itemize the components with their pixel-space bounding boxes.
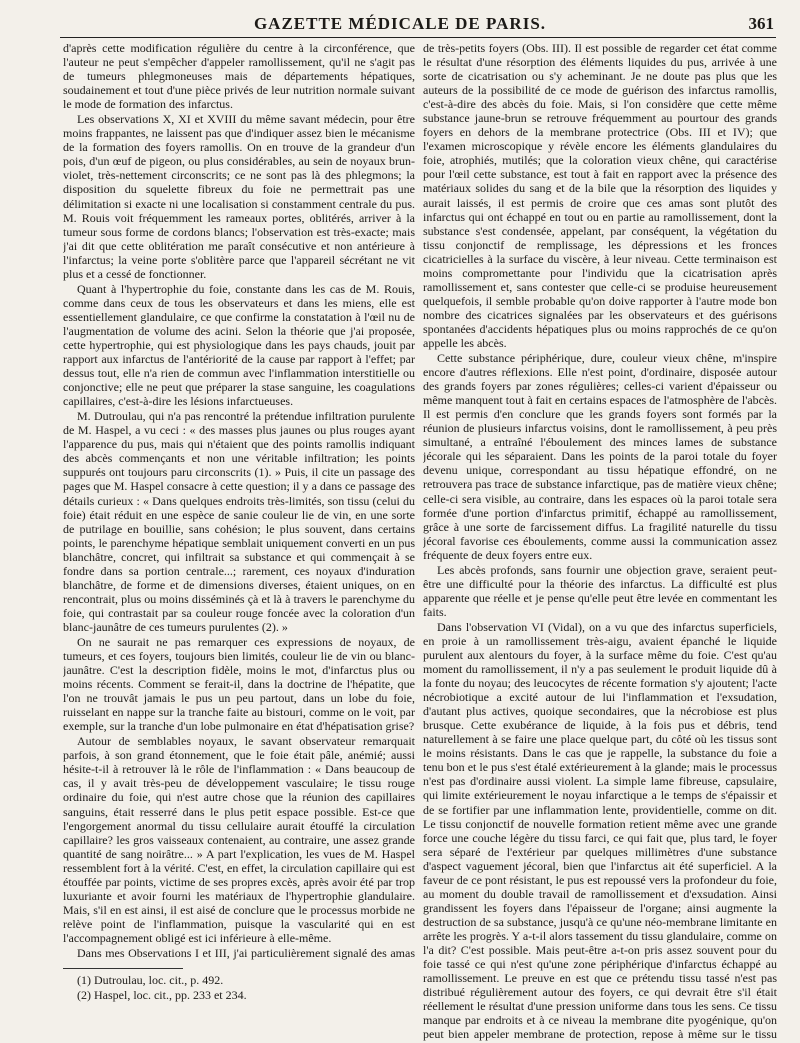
paragraph: Dans l'observation VI (Vidal), on a vu que des infarctus superficiels, en proie à un ramollissement très-aigu, avaient épanché le liquide purulent aux alentours du foyer, à la surface même du foie. C'est qu'au moment du ramollissement, il n'y a pas seulement le produit liquide dû à la fonte du noyau; des leucocytes de récente formation s'y ajoutent; l'acte nécrobiotique a excité autour de lui l'inflammation et l'exsudation, d'autant plus actives, quoique secondaires, que la nécrobiose est plus brusque. Cette exubérance de liquide, à la fois pus et débris, tend naturellement à se faire une place quelque part, du côté où les tissus sont le moins résistants. Dans le cas que je rappelle, la substance du foie a tenu bon et le pus s'est étalé extérieurement à la glande; mais le processus n'est pas d'ordinaire aussi violent. La simple lame fibreuse, capsulaire, qui limite extérieurement le noyau infarctique a le temps de s'épaissir et de se fortifier par une inflammation lente, providentielle, comme on dit. Le tissu conjonctif de nouvelle formation retient même avec une grande force une couche légère du tissu farci, ce qui fait que, plus tard, le foyer sera séparé de l'extérieur par quelques millimètres d'une substance d'aspect vaguement jécoral, bien que l'infarctus ait été superficiel. A la faveur de ce pont résistant, le pus est repoussé vers la profondeur du foie, au moment du double travail de ramollissement et d'exsudation. Ainsi grandissent les foyers dans l'épaisseur de l'organe; ainsi augmente la destruction de sa substance, jusqu'à ce qu'une néo-membrane limitante en arrête les progrès. Y a-t-il alors tassement du tissu glandulaire, comme on l'a dit? C'est possible. Mais peut-être a-t-on pris assez souvent pour du foie tassé ce qui n'est qu'une zone périphérique d'infarctus échappé au ramollissement. Le preuve en est que ce prétendu tissu tassé n'est pas distribué régulièrement autour des foyers, ce qui devrait être s'il était réellement le résultat d'une pression uniforme dans tous les sens. Ce tissu manque par endroits et à ce niveau la membrane dite pyogénique, qu'on peut bien appeler membrane de protection, repose à même sur le tissu xyxy=(423,619,777,1042)
paragraph: Cette substance périphérique, dure, couleur vieux chêne, m'inspire encore d'autres réflexions. Elle n'est point, d'ordinaire, disposée autour des grands foyers par zones régulières; celles-ci varient d'épaisseur ou même manquent tout à fait en certains espaces de l'atmosphère de l'abcès. Il est permis d'en conclure que les grands foyers sont formés par la réunion de plusieurs infarctus voisins, dont le ramollissement, à peu près simultané, a entraîné l'éboulement des minces lames de substance jécorale qui les séparaient. Dans les points de la paroi totale du foyer devenu unique, correspondant au tissu hépatique effondré, on ne retrouvera pas trace de substance infarctique, pas de matière vieux chêne; celle-ci sera visible, au contraire, dans les espaces où la paroi totale sera formée d'une portion d'infarctus primitif, échappé au ramollissement, grâce à une sorte de farcissement diffus. La fragilité naturelle du tissu jécoral favorise ces éboulements, comme aussi la communication assez fréquente de deux foyers entre eux. xyxy=(423,351,777,562)
header-rule xyxy=(60,37,776,38)
right-column xyxy=(423,41,777,1043)
page-number: 361 xyxy=(748,14,774,33)
paragraph: Quant à l'hypertrophie du foie, constante dans les cas de M. Rouis, comme dans ceux de tous les observateurs et dans les miens, elle est essentiellement glandulaire, ce que confirme la constatation à l'œil nu de l'augmentation de volume des acini. Selon la théorie que j'ai proposée, cette hypertrophie, qui est physiologique dans les pays chauds, jouit par rapport aux infarctus de l'antériorité de la cause par rapport à l'effet; par dessus tout, elle n'a rien de commun avec l'inflammation interstitielle ou conjonctive; elle ne peut que préparer la stase sanguine, les coagulations capillaires, c'est-à-dire les lésions infarctueuses. xyxy=(63,281,415,409)
paragraph: On ne saurait ne pas remarquer ces expressions de noyaux, de tumeurs, et ces foyers, toujours bien limités, couleur lie de vin ou blanc-jaunâtre. C'est la description fidèle, moins le mot, d'infarctus plus ou moins récents. Comment se ferait-il, dans la doctrine de l'hépatite, que l'on ne trouvât jamais le pus un peu partout, dans un lobe du foie, ruisselant en nappe sur la tranche faite au bistouri, comme on le voit, par exemple, sur la tranche d'un lobe pulmonaire en état d'hépatisation grise? xyxy=(63,634,415,734)
footnote: (2) Haspel, loc. cit., pp. 233 et 234. xyxy=(77,988,247,1002)
paragraph: Les observations X, XI et XVIII du même savant médecin, pour être moins frappantes, ne laissent pas que d'indiquer assez bien le mécanisme de la formation des foyers ramollis. On en trouve de la grandeur d'un pois, d'un œuf de pigeon, ou plus considérables, au sein de noyaux brun-violet, très-nettement circonscrits; ce ne sont pas là des phlegmons; la disposition du squelette fibreux du foie ne permettrait pas une délimitation si exacte ni une localisation si constamment centrale du pus. M. Rouis voit fréquemment les rameaux portes, oblitérés, arriver à la tumeur sous forme de cordons blancs; l'observation est très-exacte; mais j'ai dit que cette oblitération me paraît consécutive et non antérieure à l'infarctus; la veine porte s'oblitère parce que l'appareil sécrétant ne vit plus et a cessé de fonctionner. xyxy=(63,112,415,281)
footnotes xyxy=(63,968,415,1003)
paragraph: M. Dutroulau, qui n'a pas rencontré la prétendue infiltration purulente de M. Haspel, a vu ceci : « des masses plus jaunes ou plus rouges ayant l'apparence du pus, mais qui n'étaient que des points ramollis indiquant des abcès commençants et non une véritable infiltration; les points suppurés ont toujours paru circonscrits (1). » Puis, il cite un passage des pages que M. Haspel consacre à cette question; il y a dans ce passage des détails curieux : « Dans quelques endroits très-limités, son tissu (celui du foie) était réduit en une espèce de sanie couleur lie de vin, en une sorte de putrilage en bouillie, sans cohésion; le plus souvent, dans certains points, le parenchyme hépatique semblait uniquement converti en un pus blanchâtre, concret, qui infiltrait sa substance et qui commençait à se fondre dans sa portion centrale...; rarement, ces noyaux d'induration blanchâtre, de forme et de dimensions diverses, étaient uniques, on en rencontrait, plus ou moins disséminés çà et là à travers le parenchyme du foie, qui contrastait par sa couleur rouge foncée avec la coloration d'un blanc-jaunâtre de ces tumeurs purulentes (2). » xyxy=(63,409,415,634)
paragraph: de très-petits foyers (Obs. III). Il est possible de regarder cet état comme le résultat d'une résorption des éléments liquides du pus, arrivée à une sorte de cicatrisation ou s'y acheminant. Je ne doute pas plus que les auteurs de la possibilité de ce mode de guérison des infarctus ramollis, c'est-à-dire des abcès du foie. Mais, si l'on considère que cette même substance jaune-brun se retrouve fréquemment au pourtour des grands foyers en dehors de la membrane protectrice (Obs. III et IV); que l'examen microscopique y révèle encore les éléments glandulaires du foie, atrophiés, mutilés; que la coloration vieux chêne, qui caractérise pour l'œil cette substance, est tout à fait en rapport avec la présence des matériaux solides du sang et de la bile que la résorption des liquides y aurait laissés, il est permis de croire que ces amas sont plutôt des infarctus qui ont échappé en tout ou en partie au ramollissement, dont la substance s'est condensée, appelant, par conséquent, la végétation du tissu conjonctif de remplissage, les dépressions et les fronces cicatricielles à la surface du viscère, à leur niveau. Cette terminaison est moins compromettante pour l'individu que la cicatrisation après ramollissement et, sans contester que celle-ci se produise heureusement quelquefois, il semble probable qu'on doive rapporter à l'autre mode bon nombre des cicatrices signalées par les observateurs et des guérisons spontanées d'accidents hépatiques plus ou moins rapprochés de ce qu'on appelle les abcès. xyxy=(423,41,777,350)
left-column xyxy=(63,41,415,961)
running-header xyxy=(0,14,800,38)
footnote: (1) Dutroulau, loc. cit., p. 492. xyxy=(77,973,224,987)
paragraph: d'après cette modification régulière du centre à la circonférence, que l'auteur ne peut s'empêcher d'appeler ramollissement, qu'il ne s'agit pas de tumeurs phlegmoneuses mais de départements hépatiques, soudainement et tout d'une pièce privés de leur nutrition normale suivant le mode de formation des infarctus. xyxy=(63,41,415,112)
paragraph: Dans mes Observations I et III, j'ai particulièrement signalé des amas xyxy=(77,946,415,960)
paragraph: Les abcès profonds, sans fournir une objection grave, seraient peut-être une difficulté pour la théorie des infarctus. La difficulté est plus apparente que réelle et je pense qu'elle peut être levée en commentant les faits. xyxy=(423,562,777,619)
paragraph: Autour de semblables noyaux, le savant observateur remarquait parfois, à son grand étonnement, que le foie était pâle, anémié; aussi hésite-t-il à retrouver là le rôle de l'inflammation : « Dans beaucoup de cas, il y avait très-peu de développement vasculaire; le tissu rouge ordinaire du foie, qui n'est autre chose que la réunion des capillaires sanguins, était resserré dans le plus petit espace possible. Est-ce que l'engorgement anormal du tissu cellulaire aurait étouffé la circulation capillaire? les gros vaisseaux contenaient, au contraire, une assez grande quantité de sang noirâtre... » A part l'explication, les vues de M. Haspel ressemblent fort à la vérité. C'est, en effet, la circulation capillaire qui est étouffée par points, victime de ses propres excès, après avoir été par trop luxuriante et avoir fourni les matériaux de l'hypertrophie glandulaire. Mais, s'il en est ainsi, il est aisé de conclure que le processus morbide ne relève point de l'inflammation, puisque la vascularité qui en est l'accompagnement obligé est ici inférieure à elle-même. xyxy=(63,734,415,945)
journal-title: GAZETTE MÉDICALE DE PARIS. xyxy=(253,14,547,33)
footnote-rule xyxy=(63,968,183,969)
